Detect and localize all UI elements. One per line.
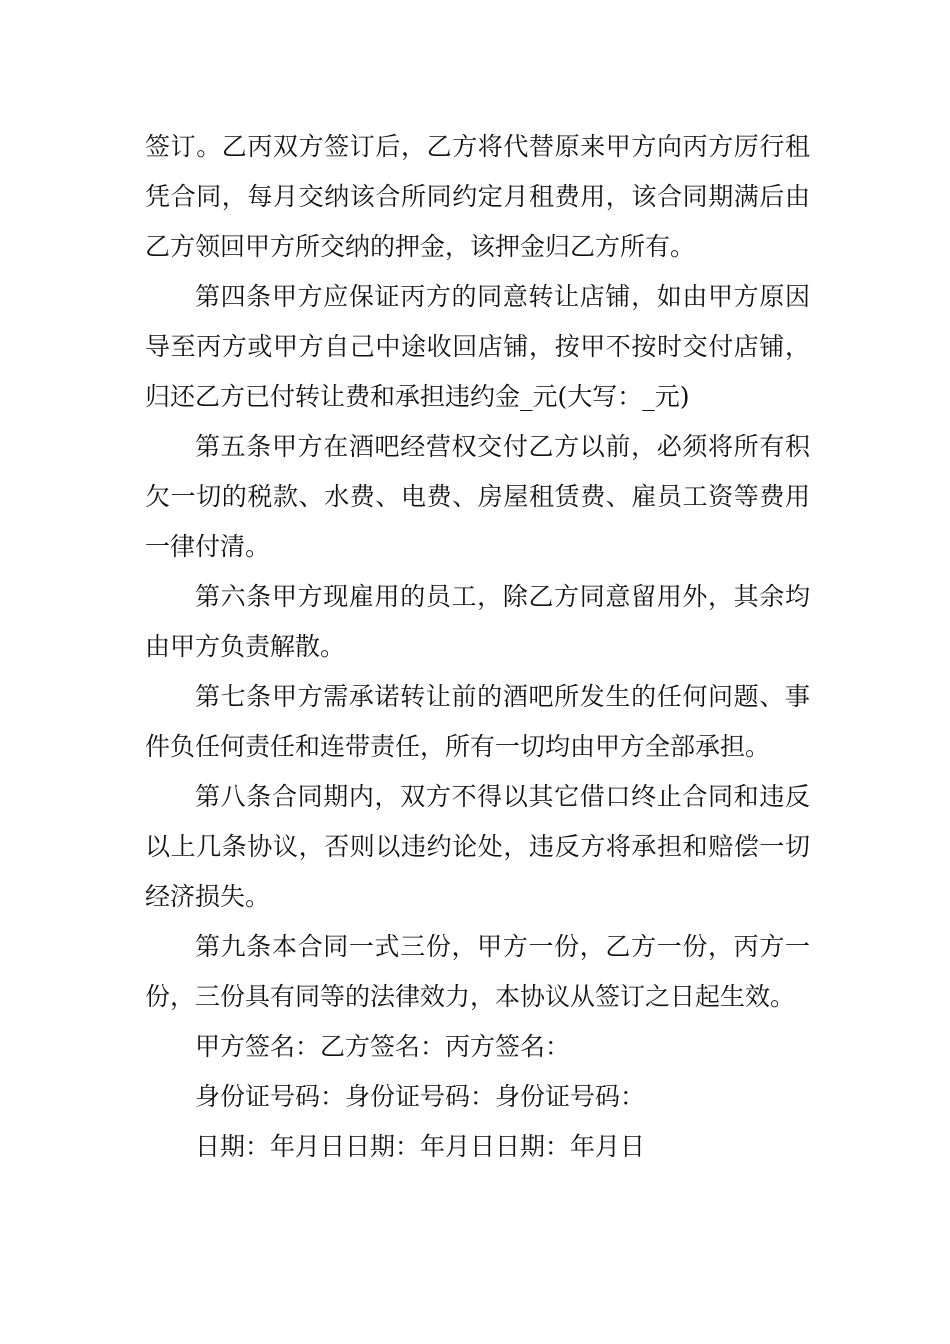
id-number-line: 身份证号码：身份证号码：身份证号码： — [195, 1082, 646, 1111]
paragraph-article-8: 第八条合同期内，双方不得以其它借口终止合同和违反以上几条协议，否则以违约论处，违反方将承担和赔偿一切经济损失。 — [145, 782, 810, 911]
signature-line: 甲方签名：乙方签名：丙方签名： — [195, 1032, 571, 1061]
paragraph-article-6: 第六条甲方现雇用的员工，除乙方同意留用外，其余均由甲方负责解散。 — [145, 582, 810, 661]
document-body — [145, 122, 810, 1172]
paragraph-article-5: 第五条甲方在酒吧经营权交付乙方以前，必须将所有积欠一切的税款、水费、电费、房屋租赁费、雇员工资等费用一律付清。 — [145, 432, 810, 561]
paragraph-article-7: 第七条甲方需承诺转让前的酒吧所发生的任何问题、事件负任何责任和连带责任，所有一切均由甲方全部承担。 — [145, 682, 810, 761]
paragraph-article-4: 第四条甲方应保证丙方的同意转让店铺，如由甲方原因导至丙方或甲方自己中途收回店铺，按甲不按时交付店铺，归还乙方已付转让费和承担违约金_元(大写：_元) — [145, 282, 810, 411]
paragraph-continuation: 签订。乙丙双方签订后，乙方将代替原来甲方向丙方厉行租凭合同，每月交纳该合所同约定月租费用，该合同期满后由乙方领回甲方所交纳的押金，该押金归乙方所有。 — [145, 132, 810, 261]
date-line: 日期：年月日日期：年月日日期：年月日 — [195, 1132, 646, 1161]
paragraph-article-9: 第九条本合同一式三份，甲方一份，乙方一份，丙方一份，三份具有同等的法律效力，本协议从签订之日起生效。 — [145, 932, 810, 1011]
